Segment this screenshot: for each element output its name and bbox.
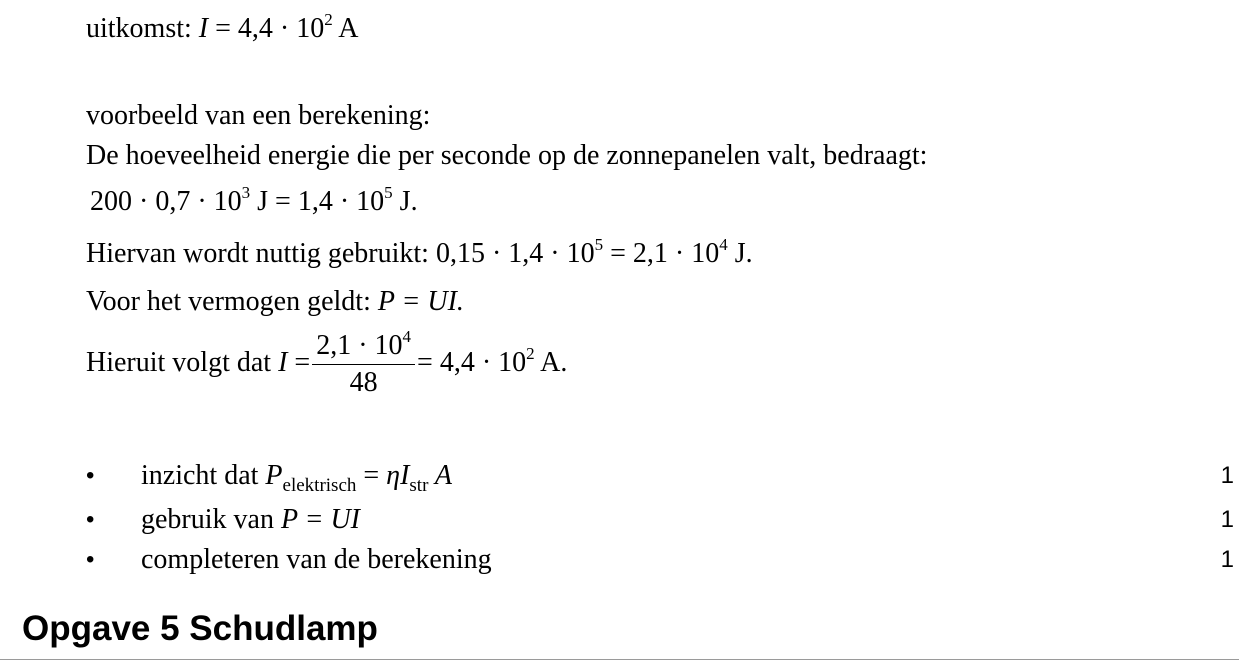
result-label: uitkomst: xyxy=(86,13,192,44)
line5-equals: = xyxy=(294,346,311,378)
line3-part-c: J. xyxy=(727,238,753,269)
line3-exp-1: 5 xyxy=(594,235,604,254)
line2-part-a: 200 · 0,7 · 10 xyxy=(90,186,242,217)
line5-unit: A. xyxy=(534,346,568,378)
fraction-numerator: $2,1 \cdot 10^4$ xyxy=(312,330,415,365)
scoring-points: 1 xyxy=(1220,506,1234,533)
calculation-line-4 xyxy=(86,286,464,318)
line4-formula: P = UI. xyxy=(377,286,464,317)
line5-rhs: = 4,4 · 10 xyxy=(417,346,527,378)
scoring-points: 1 xyxy=(1220,462,1234,489)
bullet-icon: • xyxy=(86,546,95,573)
scoring-item-3 xyxy=(86,543,1234,577)
line3-part-a: 0,15 · 1,4 · 10 xyxy=(435,238,595,269)
calculation-line-1: De hoeveelheid energie die per seconde op de zonnepanelen valt, bedraagt: xyxy=(86,140,928,171)
result-symbol: I xyxy=(198,13,209,44)
scoring-points: 1 xyxy=(1220,546,1234,573)
line5-fraction xyxy=(312,327,415,399)
calculation-line-2 xyxy=(90,183,418,218)
result-exponent: 2 xyxy=(324,10,333,29)
line5-symbol: I xyxy=(278,346,288,378)
calculation-line-5 xyxy=(86,327,568,399)
result-value: = 4,4 · 10 xyxy=(215,13,325,44)
section-heading: Opgave 5 Schudlamp xyxy=(22,609,378,648)
fraction-denominator: 48 xyxy=(349,367,378,398)
line2-part-b: J = 1,4 · 10 xyxy=(250,186,385,217)
scoring-item-text: inzicht dat $P_{elektrisch} = \eta I_{str}$ A xyxy=(141,460,452,496)
line5-text: Hieruit volgt dat xyxy=(86,346,272,378)
line5-rhs-exp: 2 xyxy=(526,343,535,363)
result-line xyxy=(86,10,359,45)
bullet-icon: • xyxy=(86,506,95,533)
calculation-intro: voorbeeld van een berekening: xyxy=(86,100,431,131)
page-divider xyxy=(0,659,1239,660)
line3-part-b: = 2,1 · 10 xyxy=(603,238,720,269)
scoring-item-2 xyxy=(86,503,1234,537)
result-unit: A xyxy=(338,13,359,44)
line2-part-c: J. xyxy=(392,186,418,217)
scoring-item-1 xyxy=(86,459,1234,496)
scoring-item-text: gebruik van P = UI xyxy=(141,504,361,535)
line3-text: Hiervan wordt nuttig gebruikt: xyxy=(86,238,429,269)
line4-text: Voor het vermogen geldt: xyxy=(86,286,371,317)
line3-exp-2: 4 xyxy=(719,235,728,254)
scoring-item-text: completeren van de berekening xyxy=(141,544,492,575)
line2-exp-1: 3 xyxy=(241,183,251,202)
bullet-icon: • xyxy=(86,462,95,489)
calculation-line-3 xyxy=(86,235,753,270)
line2-exp-2: 5 xyxy=(384,183,393,202)
